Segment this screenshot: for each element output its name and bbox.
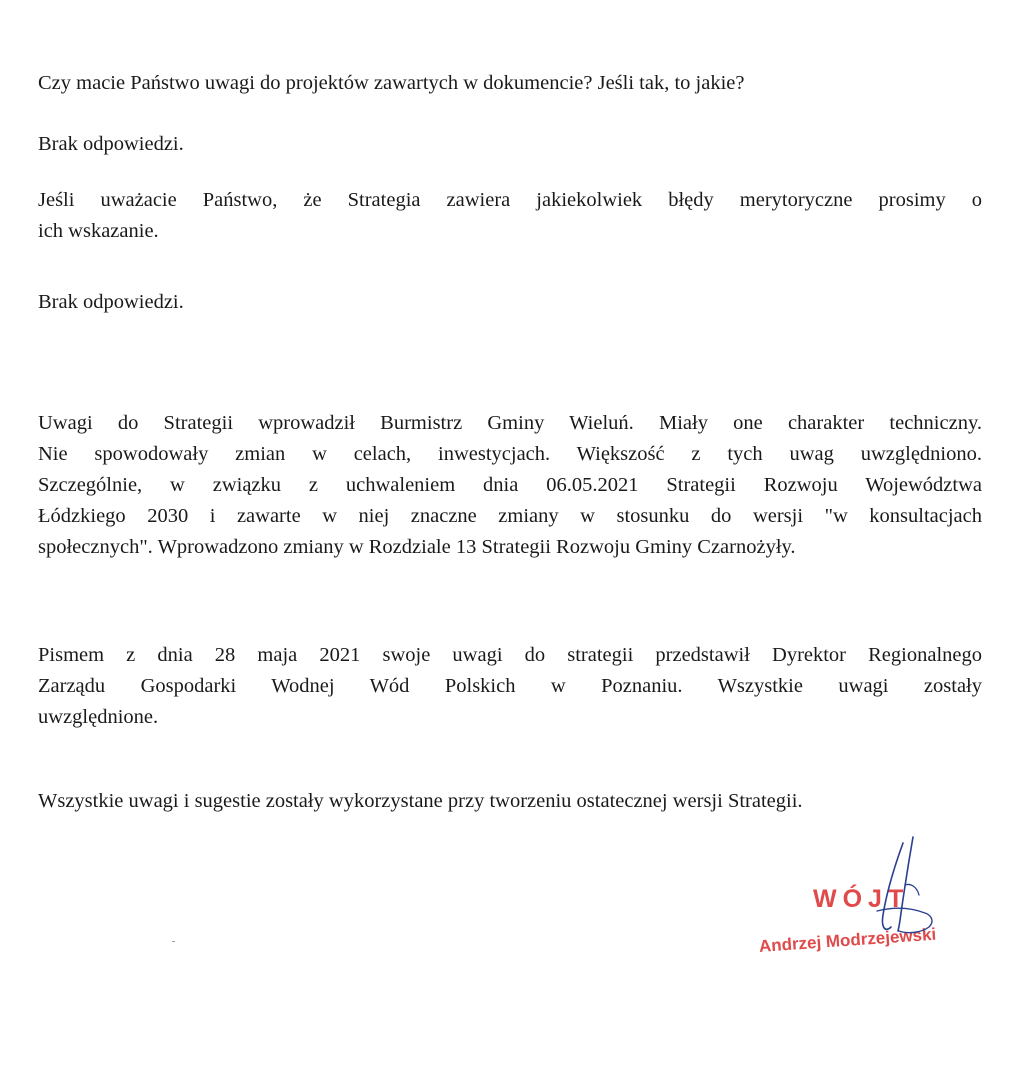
stamp-title: WÓJT xyxy=(813,885,910,913)
answer-1: Brak odpowiedzi. xyxy=(38,133,184,155)
answer-2: Brak odpowiedzi. xyxy=(38,291,184,313)
question-1: Czy macie Państwo uwagi do projektów zawartych w dokumencie? Jeśli tak, to jakie? xyxy=(38,72,745,94)
paragraph-dyrektor-remarks xyxy=(38,640,982,733)
paragraph-line: Uwagi do Strategii wprowadził Burmistrz Gminy Wieluń. Miały one charakter techniczny. xyxy=(38,412,982,434)
paragraph-line: Szczególnie, w związku z uchwaleniem dnia 06.05.2021 Strategii Rozwoju Województwa xyxy=(38,474,982,496)
question-2-line: ich wskazanie. xyxy=(38,220,159,242)
paragraph-line: społecznych". Wprowadzono zmiany w Rozdziale 13 Strategii Rozwoju Gminy Czarnożyły. xyxy=(38,536,796,558)
question-2-line: Jeśli uważacie Państwo, że Strategia zawiera jakiekolwiek błędy merytoryczne prosimy o xyxy=(38,189,982,211)
paragraph-conclusion: Wszystkie uwagi i sugestie zostały wykorzystane przy tworzeniu ostatecznej wersji Strategii. xyxy=(38,790,803,812)
paragraph-line: Nie spowodowały zmian w celach, inwestycjach. Większość z tych uwag uwzględniono. xyxy=(38,443,982,465)
paragraph-burmistrz-remarks xyxy=(38,408,982,563)
handwritten-signature xyxy=(865,835,945,945)
signature-stamp xyxy=(745,835,985,975)
question-2 xyxy=(38,185,982,247)
paragraph-line: uwzględnione. xyxy=(38,706,159,728)
scan-speck xyxy=(172,941,175,942)
paragraph-line: Pismem z dnia 28 maja 2021 swoje uwagi do strategii przedstawił Dyrektor Regionalnego xyxy=(38,644,982,666)
paragraph-line: Zarządu Gospodarki Wodnej Wód Polskich w Poznaniu. Wszystkie uwagi zostały xyxy=(38,675,982,697)
paragraph-line: Łódzkiego 2030 i zawarte w niej znaczne zmiany w stosunku do wersji "w konsultacjach xyxy=(38,505,982,527)
stamp-name: Andrzej Modrzejewski xyxy=(758,924,937,956)
